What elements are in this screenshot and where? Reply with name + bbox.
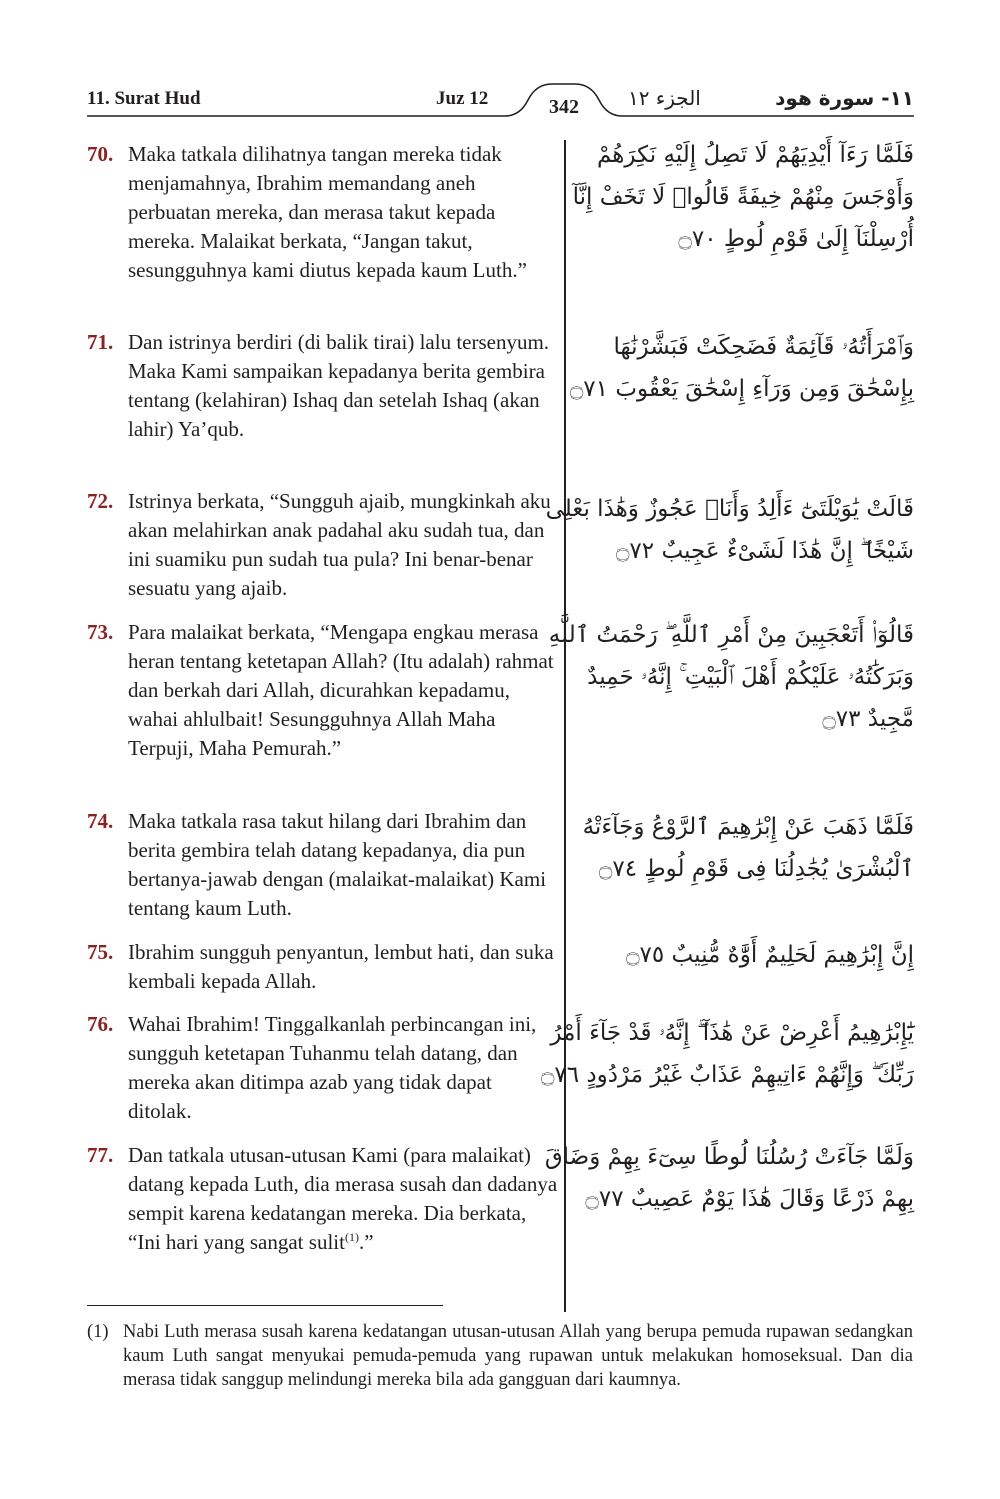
arabic-line: وَبَرَكَٰتُهُۥ عَلَيْكُمْ أَهْلَ ٱلْبَيْتِ ۚ إِنَّهُۥ حَمِيدٌ: [587, 664, 914, 690]
footnote-text: Nabi Luth merasa susah karena kedatangan utusan-utusan Allah yang berupa pemuda rupawan sedangkan kaum Luth sangat menyukai pemuda-pemuda yang rupawan untuk melakukan homoseksual. Dan dia merasa tidak sanggup melindungi mereka bila ada gangguan dari kaumnya.: [123, 1322, 913, 1390]
arabic-line: مَّجِيدٌ ۝٧٣: [822, 706, 914, 732]
arabic-line: ٱلْبُشْرَىٰ يُجَٰدِلُنَا فِى قَوْمِ لُوطٍ ۝٧٤: [598, 856, 914, 882]
verse-number: 74.: [87, 809, 114, 833]
verse-translation-end: .”: [358, 1230, 374, 1254]
arabic-line: إِنَّ إِبْرَٰهِيمَ لَحَلِيمٌ أَوَّٰهٌ مُّنِيبٌ ۝٧٥: [626, 942, 914, 968]
juz-label-arabic: الجزء ١٢: [628, 86, 701, 110]
verse-75: [87, 938, 559, 996]
verse-74: [87, 807, 559, 923]
page-header: [0, 0, 1000, 140]
verse-number: 70.: [87, 142, 114, 166]
arabic-line: بِهِمْ ذَرْعًا وَقَالَ هَٰذَا يَوْمٌ عَصِيبٌ ۝٧٧: [585, 1186, 914, 1212]
verse-70: [87, 140, 559, 285]
arabic-verse-70: [572, 134, 914, 260]
verse-translation: Maka tatkala dilihatnya tangan mereka tidak menjamahnya, Ibrahim memandang aneh perbuatan mereka, dan merasa takut kepada mereka. Malaikat berkata, “Jangan takut, sesungguhnya kami diutus kepada kaum Luth.”: [128, 142, 527, 282]
arabic-line: شَيْخًا ۖ إِنَّ هَٰذَا لَشَىْءٌ عَجِيبٌ ۝٧٢: [615, 538, 914, 564]
verse-translation: Wahai Ibrahim! Tinggalkanlah perbincangan ini, sungguh ketetapan Tuhanmu telah datang, dan mereka akan ditimpa azab yang tidak dapat ditolak.: [128, 1012, 537, 1123]
page-number: 342: [549, 96, 579, 118]
verse-71: [87, 328, 559, 444]
arabic-verse-77: [544, 1136, 914, 1220]
surah-title-latin: 11. Surat Hud: [87, 88, 201, 109]
arabic-line: أُرْسِلْنَآ إِلَىٰ قَوْمِ لُوطٍ ۝٧٠: [678, 226, 914, 252]
verse-76: [87, 1010, 559, 1126]
verse-77: [87, 1141, 559, 1257]
arabic-line: وَٱمْرَأَتُهُۥ قَآئِمَةٌ فَضَحِكَتْ فَبَشَّرْنَٰهَا: [613, 334, 914, 360]
footnote-mark: (1): [87, 1322, 109, 1342]
arabic-line: قَالَتْ يَٰوَيْلَتَىٰٓ ءَأَلِدُ وَأَنَا۠ عَجُوزٌ وَهَٰذَا بَعْلِى: [545, 496, 914, 522]
arabic-line: وَلَمَّا جَآءَتْ رُسُلُنَا لُوطًا سِىٓءَ بِهِمْ وَضَاقَ: [544, 1144, 914, 1170]
verse-number: 76.: [87, 1012, 114, 1036]
verse-translation: Ibrahim sungguh penyantun, lembut hati, dan suka kembali kepada Allah.: [128, 940, 554, 993]
footnote-rule: [87, 1305, 443, 1306]
verse-number: 77.: [87, 1143, 114, 1167]
verse-translation: Istrinya berkata, “Sungguh ajaib, mungkinkah aku akan melahirkan anak padahal aku sudah tua, dan ini suamiku pun sudah tua pula? Ini benar-benar sesuatu yang ajaib.: [128, 489, 551, 600]
verse-translation-text: Dan tatkala utusan-utusan Kami (para malaikat) datang kepada Luth, dia merasa susah dan dadanya sempit karena kedatangan mereka. Dia berkata, “Ini hari yang sangat sulit: [128, 1143, 558, 1254]
arabic-line: بِإِسْحَٰقَ وَمِن وَرَآءِ إِسْحَٰقَ يَعْقُوبَ ۝٧١: [569, 376, 914, 402]
verse-number: 75.: [87, 940, 114, 964]
arabic-line: وَأَوْجَسَ مِنْهُمْ خِيفَةً قَالُوا۟ لَا تَخَفْ إِنَّآ: [572, 184, 914, 210]
arabic-line: يَٰٓإِبْرَٰهِيمُ أَعْرِضْ عَنْ هَٰذَآ ۖ إِنَّهُۥ قَدْ جَآءَ أَمْرُ: [550, 1020, 914, 1046]
arabic-line: رَبِّكَ ۖ وَإِنَّهُمْ ءَاتِيهِمْ عَذَابٌ غَيْرُ مَرْدُودٍ ۝٧٦: [540, 1062, 914, 1088]
arabic-verse-73: [548, 614, 914, 740]
footnote-reference[interactable]: (1): [344, 1230, 359, 1244]
verse-number: 71.: [87, 330, 114, 354]
verse-number: 73.: [87, 620, 114, 644]
arabic-line: قَالُوٓا۟ أَتَعْجَبِينَ مِنْ أَمْرِ ٱللَّهِ ۖ رَحْمَتُ ٱللَّهِ: [548, 622, 914, 648]
arabic-verse-76: [540, 1012, 914, 1096]
verse-72: [87, 487, 559, 603]
verse-73: [87, 618, 559, 763]
verse-translation: Para malaikat berkata, “Mengapa engkau merasa heran tentang ketetapan Allah? (Itu adalah) rahmat dan berkah dari Allah, dicurahkan kepadamu, wahai ahlulbait! Sesungguhnya Allah Maha Terpuji, Maha Pemurah.”: [128, 620, 554, 760]
juz-label-latin: Juz 12: [436, 88, 489, 109]
verse-number: 72.: [87, 489, 114, 513]
verse-translation: Maka tatkala rasa takut hilang dari Ibrahim dan berita gembira telah datang kepadanya, dia pun bertanya-jawab dengan (malaikat-malaikat) Kami tentang kaum Luth.: [128, 809, 547, 920]
header-rule: [0, 0, 1000, 140]
arabic-verse-75: [594, 934, 914, 976]
verse-translation: [128, 1141, 559, 1257]
arabic-line: فَلَمَّا ذَهَبَ عَنْ إِبْرَٰهِيمَ ٱلرَّوْعُ وَجَآءَتْهُ: [582, 814, 914, 840]
footnote: [87, 1320, 913, 1392]
verse-translation: Dan istrinya berdiri (di balik tirai) lalu tersenyum. Maka Kami sampaikan kepadanya berita gembira tentang (kelahiran) Ishaq dan setelah Ishaq (akan lahir) Ya’qub.: [128, 330, 550, 441]
arabic-verse-71: [569, 326, 914, 410]
surah-title-arabic: ١١- سورة هود: [775, 86, 914, 110]
arabic-verse-74: [582, 806, 914, 890]
arabic-verse-72: [545, 488, 914, 572]
arabic-line: فَلَمَّا رَءَآ أَيْدِيَهُمْ لَا تَصِلُ إِلَيْهِ نَكِرَهُمْ: [596, 142, 914, 168]
